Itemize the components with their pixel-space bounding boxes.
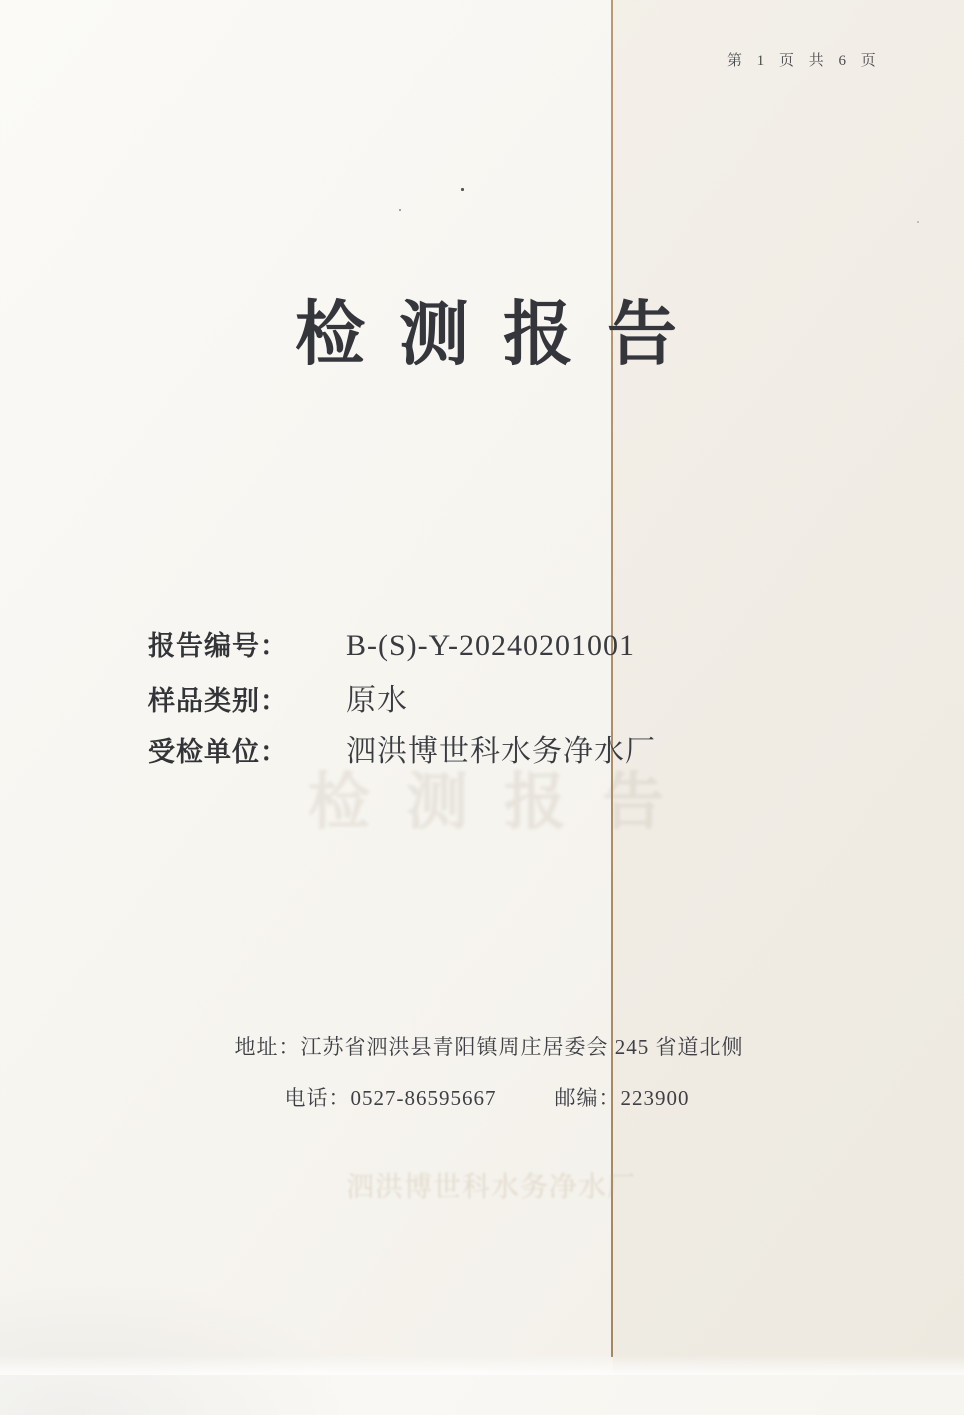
address-line: 地址：江苏省泗洪县青阳镇周庄居委会 245 省道北侧 — [234, 1035, 744, 1059]
field-row-report-number — [148, 624, 656, 662]
report-number-label: 报告编号： — [148, 631, 288, 661]
page-indicator: 第 1 页 共 6 页 — [727, 53, 878, 69]
inspected-unit-label: 受检单位： — [148, 737, 288, 767]
sample-type-label: 样品类别： — [148, 686, 288, 716]
field-row-sample-type — [148, 675, 656, 717]
scan-dust-speck — [461, 188, 464, 191]
ghost-company-watermark: 泗洪博世科水务净水厂 — [345, 1172, 636, 1203]
scan-dust-speck — [399, 209, 401, 211]
scan-corner-shade — [0, 1275, 360, 1415]
scan-dust-speck — [917, 221, 919, 223]
phone-text: 电话：0527-86595667 — [284, 1086, 497, 1110]
inspected-unit-value: 泗洪博世科水务净水厂 — [346, 735, 656, 768]
report-title: 检测报告 — [295, 297, 711, 374]
postal-text: 邮编：223900 — [554, 1086, 690, 1110]
scan-bottom-edge — [0, 1355, 964, 1375]
scan-right-tint — [613, 0, 964, 1375]
report-fields — [148, 624, 656, 777]
sample-type-value: 原水 — [346, 684, 408, 717]
ghost-title-watermark: 检测报告 — [307, 769, 700, 837]
report-number-value: B-(S)-Y-20240201001 — [346, 629, 635, 662]
field-row-inspected-unit — [148, 726, 656, 768]
contact-line — [10, 1082, 964, 1112]
